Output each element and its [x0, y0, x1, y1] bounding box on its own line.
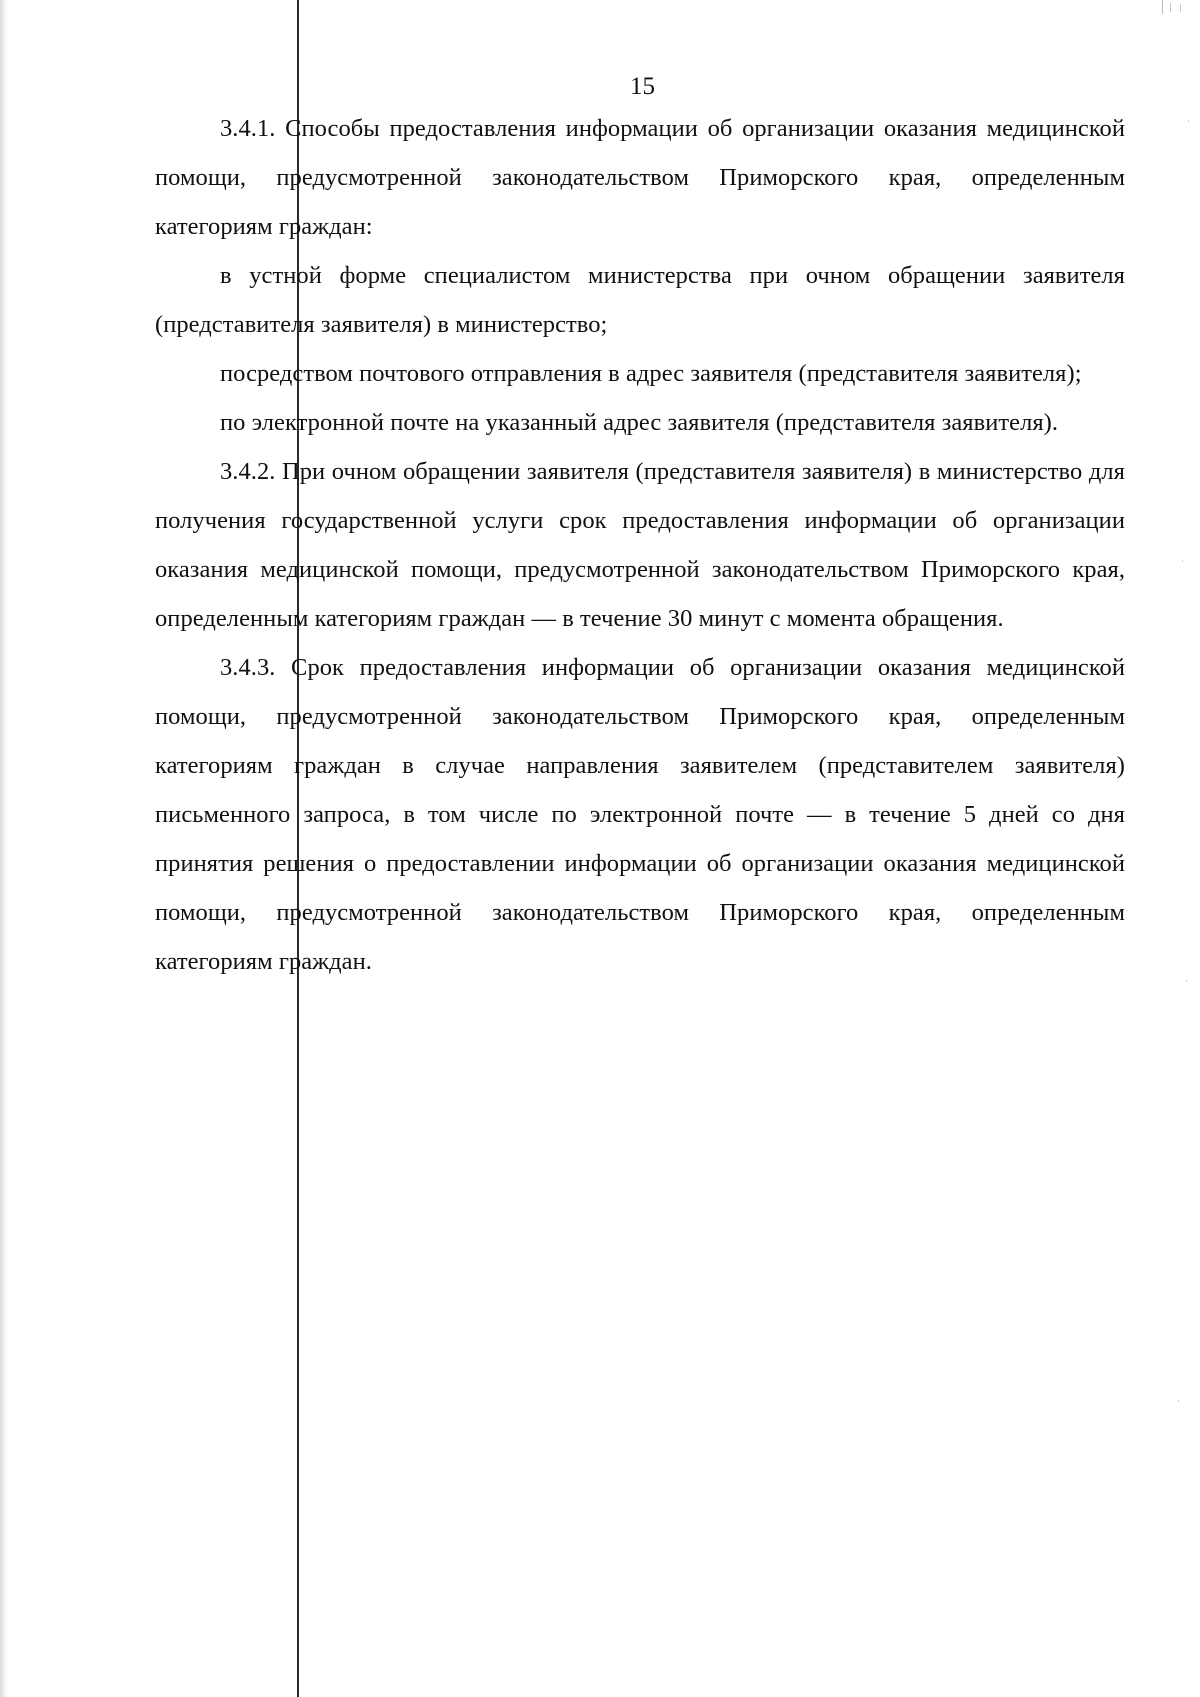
paragraph-3-4-2: 3.4.2. При очном обращении заявителя (представителя заявителя) в министерство для получения государственной услуги срок предоставления информации об организации оказания медицинской помощи, предусмотренной законодательством Приморского края, определенным категориям граждан — в течение 30 минут с момента обращения.: [155, 458, 1125, 632]
paragraph-3-4-1: 3.4.1. Способы предоставления информации об организации оказания медицинской помощи, предусмотренной законодательством Приморского края, определенным категориям граждан:: [155, 115, 1125, 240]
paragraph-oral-form: в устной форме специалистом министерства при очном обращении заявителя (представителя заявителя) в министерство;: [155, 262, 1125, 338]
paragraph-3-4-3: 3.4.3. Срок предоставления информации об организации оказания медицинской помощи, предусмотренной законодательством Приморского края, определенным категориям граждан в случае направления заявителем (представителем заявителя) письменного запроса, в том числе по электронной почте — в течение 5 дней со дня принятия решения о предоставлении информации об организации оказания медицинской помощи, предусмотренной законодательством Приморского края, определенным категориям граждан.: [155, 654, 1125, 975]
document-body: [155, 104, 1125, 986]
page-number: 15: [630, 73, 655, 100]
paragraph-postal: посредством почтового отправления в адрес заявителя (представителя заявителя);: [220, 360, 1082, 387]
scan-left-edge: [0, 0, 8, 1697]
paragraph-email: по электронной почте на указанный адрес заявителя (представителя заявителя).: [220, 409, 1059, 436]
scan-noise: [1160, 0, 1200, 1697]
